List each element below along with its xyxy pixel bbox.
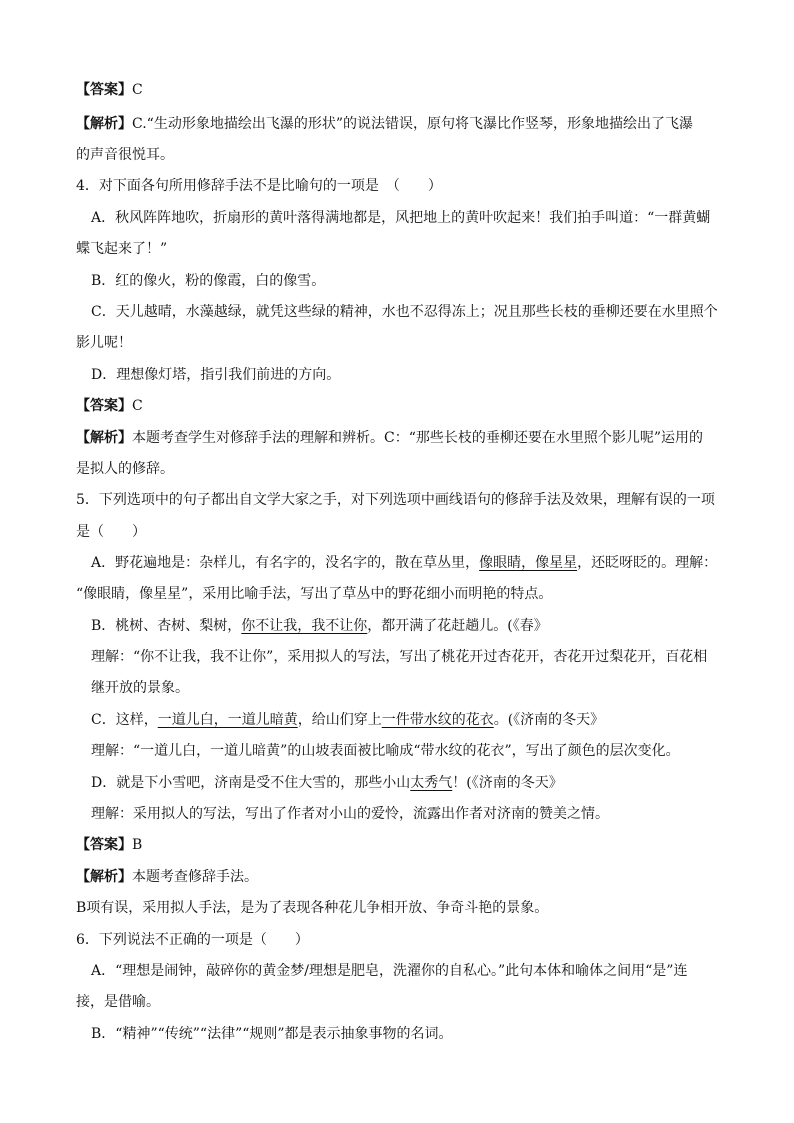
q4-option-b: B．红的像火，粉的像霞，白的像雪。 bbox=[91, 273, 326, 289]
q5-option-d-explanation: 理解：采用拟人的写法，写出了作者对小山的爱怜，流露出作者对济南的赞美之情。 bbox=[91, 806, 609, 822]
analysis-line-q3 bbox=[76, 114, 728, 134]
option-text: D．就是下小雪吧，济南是受不住大雪的，那些小山 bbox=[91, 775, 411, 791]
q6-option-a-cont: 接，是借喻。 bbox=[76, 994, 160, 1010]
q5-option-b-explanation: 理解：“你不让我，我不让你”，采用拟人的写法，写出了桃花开过杏花开，杏花开过梨花开，百花相 bbox=[91, 649, 708, 665]
option-text: ，都开满了花赶趟儿。(《春》 bbox=[367, 618, 548, 634]
q4-option-a: A．秋风阵阵地吹，折扇形的黄叶落得满地都是，风把地上的黄叶吹起来！我们拍手叫道：“一群黄蝴 bbox=[91, 210, 711, 226]
answer-tag: 【答案】 bbox=[76, 837, 132, 853]
analysis-line-q4-cont: 是拟人的修辞。 bbox=[76, 461, 174, 477]
question-5-stem-cont: 是（ ） bbox=[76, 524, 146, 540]
q5-option-a bbox=[91, 553, 743, 573]
question-6-stem: 6．下列说法不正确的一项是（ ） bbox=[76, 932, 309, 948]
q5-option-c bbox=[91, 710, 743, 730]
question-5-stem: 5．下列选项中的句子都出自文学大家之手，对下列选项中画线语句的修辞手法及效果，理解有误的一项 bbox=[76, 492, 715, 508]
underlined-phrase: 一道儿白，一道儿暗黄 bbox=[157, 712, 298, 728]
analysis-line-q3-cont: 的声音很悦耳。 bbox=[76, 147, 174, 163]
q6-option-a: A．“理想是闹钟，敲碎你的黄金梦/理想是肥皂，洗濯你的自私心。”此句本体和喻体之间用“是”连 bbox=[91, 963, 688, 979]
option-text: ，给山们穿上 bbox=[297, 712, 382, 728]
option-text: A．野花遍地是：杂样儿，有名字的，没名字的，散在草丛里， bbox=[91, 555, 480, 571]
answer-value: C bbox=[132, 398, 143, 414]
q5-option-c-explanation: 理解：“一道儿白，一道儿暗黄”的山坡表面被比喻成“带水纹的花衣”，写出了颜色的层次变化。 bbox=[91, 743, 680, 759]
q4-option-a-cont: 蝶飞起来了！” bbox=[76, 241, 168, 257]
underlined-phrase: 一件带水纹的花衣 bbox=[381, 712, 494, 728]
q4-option-d: D．理想像灯塔，指引我们前进的方向。 bbox=[91, 367, 341, 383]
underlined-phrase: 像眼睛，像星星 bbox=[479, 555, 578, 571]
q5-option-b-explanation-cont: 继开放的景象。 bbox=[91, 680, 189, 696]
q6-option-b: B．“精神”“传统”“法律”“规则”都是表示抽象事物的名词。 bbox=[91, 1026, 453, 1042]
analysis-text: 本题考查修辞手法。 bbox=[132, 869, 258, 885]
q5-option-a-cont: “像眼睛，像星星”，采用比喻手法，写出了草丛中的野花细小而明艳的特点。 bbox=[76, 586, 553, 602]
answer-tag: 【答案】 bbox=[76, 398, 132, 414]
option-text: ！(《济南的冬天》 bbox=[452, 775, 563, 791]
answer-line-q4 bbox=[76, 396, 728, 416]
analysis-line-q5-cont: B项有误，采用拟人手法，是为了表现各种花儿争相开放、争奇斗艳的景象。 bbox=[76, 900, 549, 916]
q5-option-d bbox=[91, 773, 743, 793]
analysis-text: C.“生动形象地描绘出飞瀑的形状”的说法错误，原句将飞瀑比作竖琴，形象地描绘出了飞瀑 bbox=[132, 116, 693, 132]
answer-value: B bbox=[132, 837, 143, 853]
underlined-phrase: 你不让我，我不让你 bbox=[241, 618, 368, 634]
question-4-stem: 4．对下面各句所用修辞手法不是比喻句的一项是 （ ） bbox=[76, 178, 442, 194]
option-text: ，还眨呀眨的。理解： bbox=[577, 555, 718, 571]
option-text: 。(《济南的冬天》 bbox=[493, 712, 605, 728]
analysis-line-q4 bbox=[76, 428, 728, 448]
q4-option-c: C．天儿越晴，水藻越绿，就凭这些绿的精神，水也不忍得冻上；况且那些长枝的垂柳还要在水里照个 bbox=[91, 304, 718, 320]
analysis-line-q5 bbox=[76, 867, 728, 887]
q4-option-c-cont: 影儿呢！ bbox=[76, 335, 132, 351]
analysis-tag: 【解析】 bbox=[76, 869, 132, 885]
answer-value: C bbox=[132, 82, 143, 98]
underlined-phrase: 太秀气 bbox=[410, 775, 453, 791]
answer-tag: 【答案】 bbox=[76, 82, 132, 98]
option-text: B．桃树、杏树、梨树， bbox=[91, 618, 242, 634]
analysis-tag: 【解析】 bbox=[76, 430, 132, 446]
option-text: C．这样， bbox=[91, 712, 158, 728]
q5-option-b bbox=[91, 616, 743, 636]
answer-line-q3 bbox=[76, 80, 728, 100]
analysis-text: 本题考查学生对修辞手法的理解和辨析。C：“那些长枝的垂柳还要在水里照个影儿呢”运用的 bbox=[132, 430, 704, 446]
analysis-tag: 【解析】 bbox=[76, 116, 132, 132]
answer-line-q5 bbox=[76, 835, 728, 855]
